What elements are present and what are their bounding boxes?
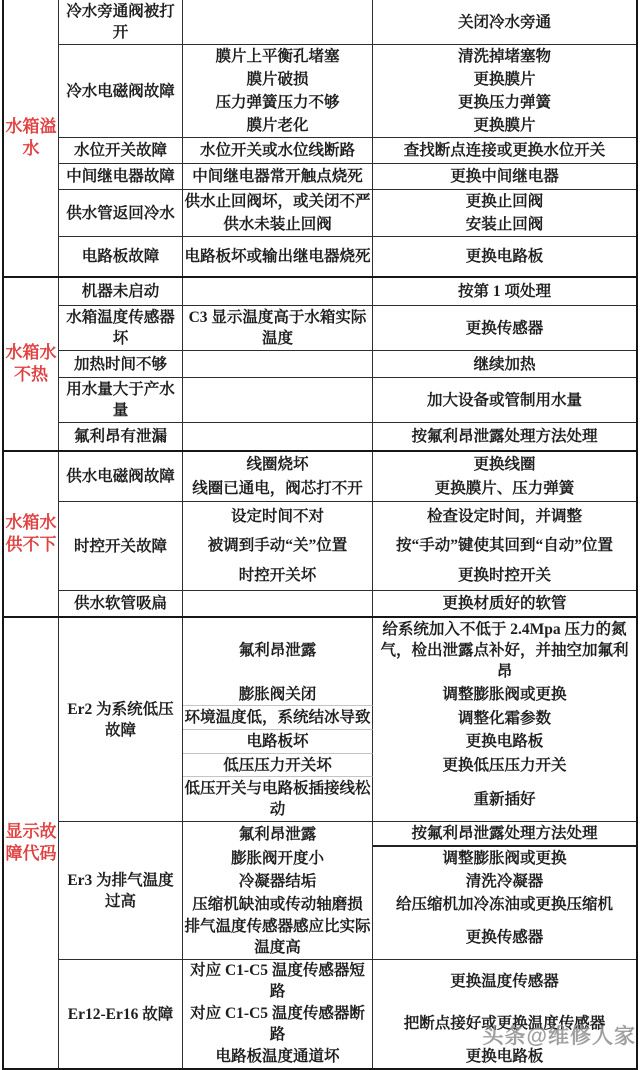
table-row	[59, 822, 636, 960]
cause-cell: 对应 C1-C5 温度传感器短路	[183, 960, 373, 1003]
fix-cell: 更换电路板	[465, 248, 544, 265]
table-row	[59, 306, 636, 351]
fault-name-cell: Er3 为排气温度过高	[59, 822, 183, 959]
section-label: 显示故障代码	[4, 618, 59, 1068]
fix-cell: 加大设备或管制用水量	[426, 391, 582, 409]
table-section	[4, 452, 636, 618]
fix-cell: 更换止回阀	[465, 193, 544, 210]
table-row	[59, 45, 636, 138]
section-rows	[59, 452, 636, 616]
row-body	[183, 618, 636, 821]
fix-cell: 调整膨胀阀或更换	[442, 849, 567, 867]
cause-cell	[183, 351, 373, 377]
cause-cell: 设定时间不对	[183, 502, 373, 531]
cause-cell: 膜片破损	[183, 68, 373, 91]
cause-fix-pair	[183, 893, 636, 916]
table-row	[59, 960, 636, 1068]
table-section	[4, 278, 636, 452]
row-body	[183, 0, 636, 44]
row-body	[183, 822, 636, 959]
cause-cell: 排气温度传感器感应比实际温度高	[183, 916, 373, 960]
watermark: 头条@维修人家	[482, 1025, 636, 1048]
fix-cell: 重新插好	[473, 790, 536, 808]
row-body	[183, 452, 636, 501]
fault-name-cell: Er12-Er16 故障	[59, 960, 183, 1068]
fix-cell: 检查设定时间，并调整	[426, 508, 582, 526]
table-row	[59, 237, 636, 276]
row-body	[183, 351, 636, 377]
fix-cell: 安装止回阀	[465, 216, 544, 233]
cause-fix-pair	[183, 916, 636, 960]
table-row	[59, 502, 636, 591]
fix-cell: 更换传感器	[465, 928, 544, 946]
table-section	[4, 618, 636, 1068]
table-row	[59, 452, 636, 502]
cause-cell	[183, 591, 373, 616]
fix-cell: 清洗冷凝器	[465, 872, 544, 890]
cause-fix-pair	[183, 777, 636, 821]
cause-cell: 环境温度低，系统结冰导致	[183, 706, 373, 730]
fix-cell: 更换线圈	[473, 455, 536, 473]
cause-cell: 电路板坏或输出继电器烧死	[183, 237, 373, 276]
cause-cell: 被调到手动“关”位置	[183, 531, 373, 560]
cause-fix-pair	[183, 378, 636, 422]
cause-cell: 线圈已通电，阀芯打不开	[183, 477, 373, 502]
cause-fix-pair	[183, 730, 636, 754]
fault-name-cell: 氟利昂有泄漏	[59, 423, 183, 450]
section-label: 水箱水不热	[4, 278, 59, 450]
fix-cell: 继续加热	[473, 355, 536, 373]
fix-cell: 按第 1 项处理	[457, 283, 551, 300]
fix-cell: 给系统加入不低于 2.4Mpa 压力的氮气，检出泄露点补好，并抽空加氟利昂	[380, 620, 629, 680]
cause-cell: 对应 C1-C5 温度传感器断路	[183, 1003, 373, 1046]
section-rows	[59, 278, 636, 450]
row-body	[183, 45, 636, 137]
section-rows	[59, 0, 636, 276]
cause-fix-pair	[183, 683, 636, 707]
table-row	[59, 164, 636, 190]
cause-fix-pair	[183, 591, 636, 616]
cause-cell: 低压开关与电路板插接线松动	[183, 777, 373, 821]
fix-cell: 更换传感器	[465, 319, 544, 337]
cause-fix-pair	[183, 164, 636, 189]
fault-name-cell: Er2 为系统低压故障	[59, 618, 183, 821]
cause-cell: 低压压力开关坏	[183, 754, 373, 778]
table-row	[59, 351, 636, 378]
cause-cell: C3 显示温度高于水箱实际温度	[183, 306, 373, 350]
cause-fix-pair	[183, 531, 636, 560]
cause-fix-pair	[183, 114, 636, 137]
row-body	[183, 237, 636, 276]
row-body	[183, 306, 636, 350]
cause-fix-pair	[183, 822, 636, 847]
cause-fix-pair	[183, 68, 636, 91]
fault-table	[2, 0, 638, 1070]
cause-cell	[183, 278, 373, 305]
section-rows	[59, 618, 636, 1068]
cause-fix-pair	[183, 213, 636, 236]
cause-fix-pair	[183, 237, 636, 276]
fault-name-cell: 机器未启动	[59, 278, 183, 305]
fix-cell: 按“手动”键使其回到“自动”位置	[395, 537, 613, 555]
cause-fix-pair	[183, 754, 636, 778]
cause-fix-pair	[183, 306, 636, 350]
fault-name-cell: 加热时间不够	[59, 351, 183, 377]
table-row	[59, 423, 636, 450]
cause-cell: 供水止回阀坏，或关闭不严	[183, 190, 373, 213]
row-body	[183, 591, 636, 616]
row-body	[183, 138, 636, 163]
cause-fix-pair	[183, 477, 636, 502]
fault-name-cell: 用水量大于产水量	[59, 378, 183, 422]
fix-cell: 给压缩机加冷冻油或更换压缩机	[395, 895, 613, 913]
row-body	[183, 164, 636, 189]
cause-fix-pair	[183, 351, 636, 377]
cause-cell: 膨胀阀关闭	[183, 683, 373, 707]
cause-cell: 氟利昂泄露	[183, 822, 373, 847]
fix-cell: 清洗掉堵塞物	[457, 48, 551, 65]
table-row	[59, 378, 636, 423]
fault-name-cell: 水箱温度传感器坏	[59, 306, 183, 350]
fault-name-cell: 供水管返回冷水	[59, 190, 183, 236]
fix-cell: 更换中间继电器	[450, 168, 559, 185]
cause-cell: 中间继电器常开触点烧死	[183, 164, 373, 189]
fix-cell: 调整化霜参数	[457, 709, 551, 727]
row-body	[183, 278, 636, 305]
cause-fix-pair	[183, 502, 636, 531]
table-row	[59, 0, 636, 45]
cause-fix-pair	[183, 706, 636, 730]
table-section	[4, 0, 636, 278]
cause-cell: 电路板坏	[183, 730, 373, 754]
cause-fix-pair	[183, 847, 636, 870]
cause-fix-pair	[183, 618, 636, 683]
fix-cell: 更换电路板	[465, 1048, 544, 1065]
cause-cell: 膜片老化	[183, 114, 373, 137]
fault-name-cell: 冷水电磁阀故障	[59, 45, 183, 137]
cause-fix-pair	[183, 0, 636, 44]
cause-cell	[183, 0, 373, 44]
cause-cell: 电路板温度通道坏	[183, 1045, 373, 1068]
table-row	[59, 190, 636, 237]
cause-fix-pair	[183, 190, 636, 213]
row-body	[183, 423, 636, 450]
fault-name-cell: 供水软管吸扁	[59, 591, 183, 616]
cause-cell: 氟利昂泄露	[183, 618, 373, 683]
fault-name-cell: 电路板故障	[59, 237, 183, 276]
cause-fix-pair	[183, 561, 636, 590]
cause-fix-pair	[183, 870, 636, 893]
cause-fix-pair	[183, 960, 636, 1003]
cause-cell	[183, 378, 373, 422]
cause-cell: 线圈烧坏	[183, 452, 373, 477]
cause-cell: 水位开关或水位线断路	[183, 138, 373, 163]
fault-name-cell: 中间继电器故障	[59, 164, 183, 189]
fix-cell: 更换时控开关	[457, 566, 551, 584]
cause-cell: 时控开关坏	[183, 561, 373, 590]
fix-cell: 更换温度传感器	[450, 972, 559, 990]
table-row	[59, 591, 636, 616]
fix-cell: 调整膨胀阀或更换	[442, 686, 567, 703]
fix-cell: 关闭冷水旁通	[457, 13, 551, 31]
table-row	[59, 618, 636, 822]
fix-cell: 更换膜片、压力弹簧	[434, 480, 575, 498]
cause-fix-pair	[183, 138, 636, 163]
row-body	[183, 378, 636, 422]
cause-cell: 膜片上平衡孔堵塞	[183, 45, 373, 68]
table-row	[59, 278, 636, 306]
fix-cell: 更换膜片	[473, 71, 536, 88]
cause-fix-pair	[183, 423, 636, 450]
fault-name-cell: 时控开关故障	[59, 502, 183, 590]
cause-cell: 冷凝器结垢	[183, 870, 373, 893]
cause-cell: 供水未装止回阀	[183, 213, 373, 236]
cause-fix-pair	[183, 452, 636, 477]
fix-cell: 把断点接好或更换温度传感器	[403, 1015, 606, 1033]
cause-fix-pair	[183, 278, 636, 305]
cause-cell: 压力弹簧压力不够	[183, 91, 373, 114]
fix-cell: 更换压力弹簧	[457, 94, 551, 111]
row-body	[183, 960, 636, 1068]
fault-name-cell: 水位开关故障	[59, 138, 183, 163]
fault-name-cell: 供水电磁阀故障	[59, 452, 183, 501]
fix-cell: 更换膜片	[473, 117, 536, 134]
cause-cell: 膨胀阀开度小	[183, 847, 373, 870]
cause-cell	[183, 423, 373, 450]
cause-fix-pair	[183, 91, 636, 114]
fix-cell: 查找断点连接或更换水位开关	[403, 142, 606, 159]
cause-cell: 压缩机缺油或传动轴磨损	[183, 893, 373, 916]
section-label: 水箱溢水	[4, 0, 59, 276]
row-body	[183, 190, 636, 236]
fix-cell: 更换低压压力开关	[442, 757, 567, 775]
table-row	[59, 138, 636, 164]
row-body	[183, 502, 636, 590]
fault-name-cell: 冷水旁通阀被打开	[59, 0, 183, 44]
fix-cell: 更换电路板	[465, 733, 544, 751]
fix-cell: 按氟利昂泄露处理方法处理	[411, 428, 598, 445]
fix-cell: 更换材质好的软管	[442, 595, 567, 612]
section-label: 水箱水供不下	[4, 452, 59, 616]
cause-fix-pair	[183, 45, 636, 68]
fix-cell: 按氟利昂泄露处理方法处理	[373, 822, 636, 847]
